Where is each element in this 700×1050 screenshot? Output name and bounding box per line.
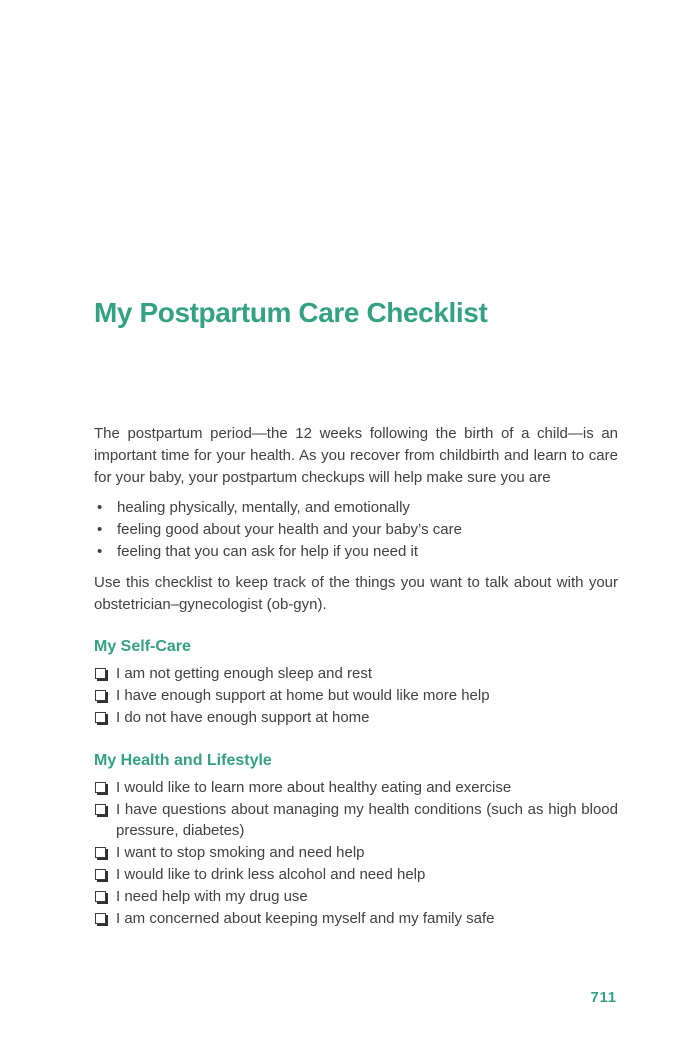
checklist-item-text: I have questions about managing my health conditions (such as high blood pressure, diabetes) xyxy=(116,800,618,840)
bullet-text: healing physically, mentally, and emotionally xyxy=(117,499,410,517)
bullet-icon: • xyxy=(97,499,103,517)
section-heading: My Health and Lifestyle xyxy=(94,751,272,769)
closing-paragraph: Use this checklist to keep track of the things you want to talk about with your obstetrician–gynecologist (ob-gyn). xyxy=(94,573,618,613)
section-health-lifestyle xyxy=(94,751,618,930)
checkbox-icon xyxy=(95,891,106,902)
checkbox-icon xyxy=(95,804,106,815)
checklist-item-text: I am concerned about keeping myself and my family safe xyxy=(116,909,495,927)
text-column xyxy=(94,297,618,929)
checklist-item-text: I need help with my drug use xyxy=(116,887,308,905)
page-title: My Postpartum Care Checklist xyxy=(94,297,488,328)
checkbox-icon xyxy=(95,690,106,701)
checklist-item xyxy=(94,777,618,799)
checklist-item-text: I have enough support at home but would like more help xyxy=(116,687,490,705)
bullet-icon: • xyxy=(97,542,103,560)
section-heading: My Self-Care xyxy=(94,638,191,656)
checklist-item xyxy=(94,799,618,843)
section-self-care xyxy=(94,637,618,728)
intro-paragraph: The postpartum period—the 12 weeks following the birth of a child—is an important time for your health. As you recover from childbirth and learn to care for your baby, your postpartum checkups will help make sure you are xyxy=(94,425,618,486)
checklist-item xyxy=(94,864,618,886)
checklist-item xyxy=(94,707,618,729)
checklist-item xyxy=(94,886,618,908)
checkbox-icon xyxy=(95,847,106,858)
checklist-item xyxy=(94,842,618,864)
list-item xyxy=(94,541,618,563)
checklist-item xyxy=(94,685,618,707)
checkbox-icon xyxy=(95,869,106,880)
checkbox-icon xyxy=(95,668,106,679)
checklist-item-text: I would like to drink less alcohol and need help xyxy=(116,865,426,883)
checklist-item xyxy=(94,663,618,685)
checklist-item-text: I want to stop smoking and need help xyxy=(116,844,365,862)
bullet-text: feeling good about your health and your baby’s care xyxy=(117,521,462,539)
bullet-icon: • xyxy=(97,521,103,539)
checkbox-icon xyxy=(95,712,106,723)
intro-bullet-list xyxy=(94,497,618,562)
checklist-item xyxy=(94,908,618,930)
page-number: 711 xyxy=(590,990,617,1006)
checklist-item-text: I do not have enough support at home xyxy=(116,708,370,726)
checklist-item-text: I am not getting enough sleep and rest xyxy=(116,665,373,683)
list-item xyxy=(94,497,618,519)
checklist-item-text: I would like to learn more about healthy eating and exercise xyxy=(116,778,512,796)
checkbox-icon xyxy=(95,782,106,793)
list-item xyxy=(94,519,618,541)
checkbox-icon xyxy=(95,913,106,924)
bullet-text: feeling that you can ask for help if you need it xyxy=(117,542,419,560)
